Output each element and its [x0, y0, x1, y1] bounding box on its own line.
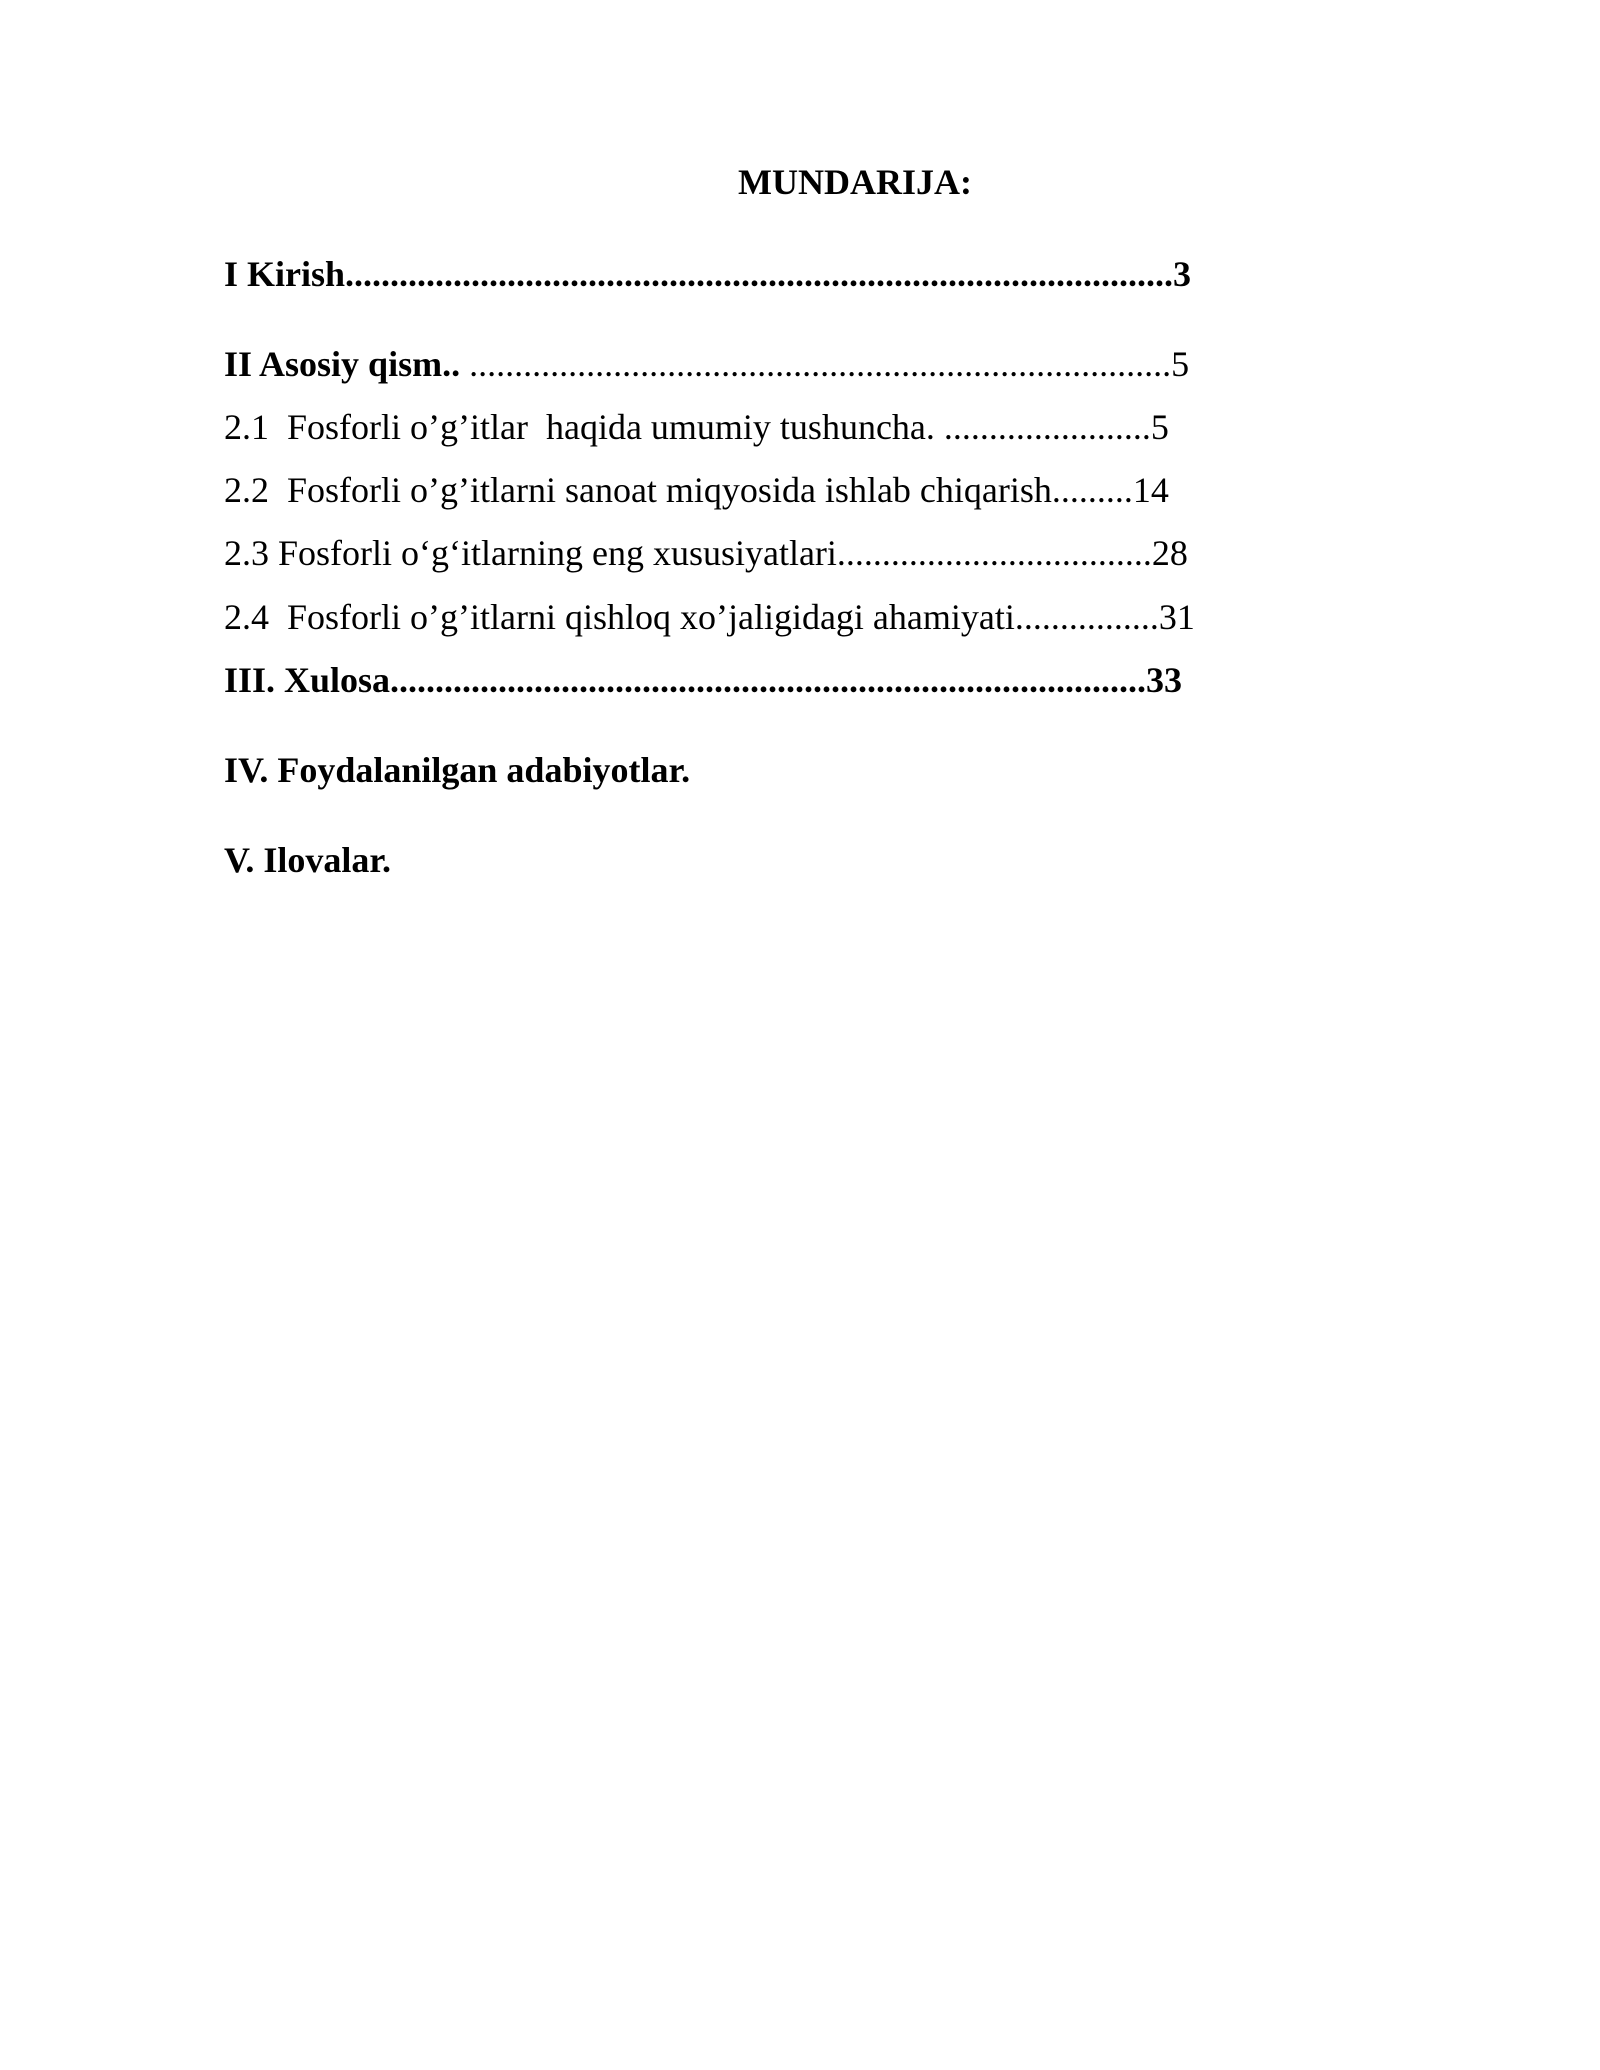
page-title: MUNDARIJA:	[738, 162, 972, 202]
toc-entry-kirish: I Kirish............................................................................................3	[224, 254, 1192, 294]
toc-entry-asosiy-qism	[224, 342, 1189, 386]
toc-entry-asosiy-qism-label: II Asosiy qism..	[224, 344, 461, 384]
toc-entry-adabiyotlar: IV. Foydalanilgan adabiyotlar.	[224, 750, 691, 790]
toc-entry-2-3: 2.3 Fosforli o‘g‘itlarning eng xususiyatlari...................................28	[224, 533, 1188, 573]
toc-entry-2-1: 2.1 Fosforli o’g’itlar haqida umumiy tushuncha. .......................5	[224, 407, 1169, 447]
toc-entry-2-2: 2.2 Fosforli o’g’itlarni sanoat miqyosida ishlab chiqarish.........14	[224, 470, 1169, 510]
toc-entry-ilovalar: V. Ilovalar.	[224, 840, 392, 880]
toc-entry-asosiy-qism-leader: ..............................................................................5	[460, 344, 1190, 384]
toc-entry-xulosa: III. Xulosa....................................................................................33	[224, 660, 1183, 700]
toc-entry-2-4: 2.4 Fosforli o’g’itlarni qishloq xo’jaligidagi ahamiyati................31	[224, 597, 1195, 637]
